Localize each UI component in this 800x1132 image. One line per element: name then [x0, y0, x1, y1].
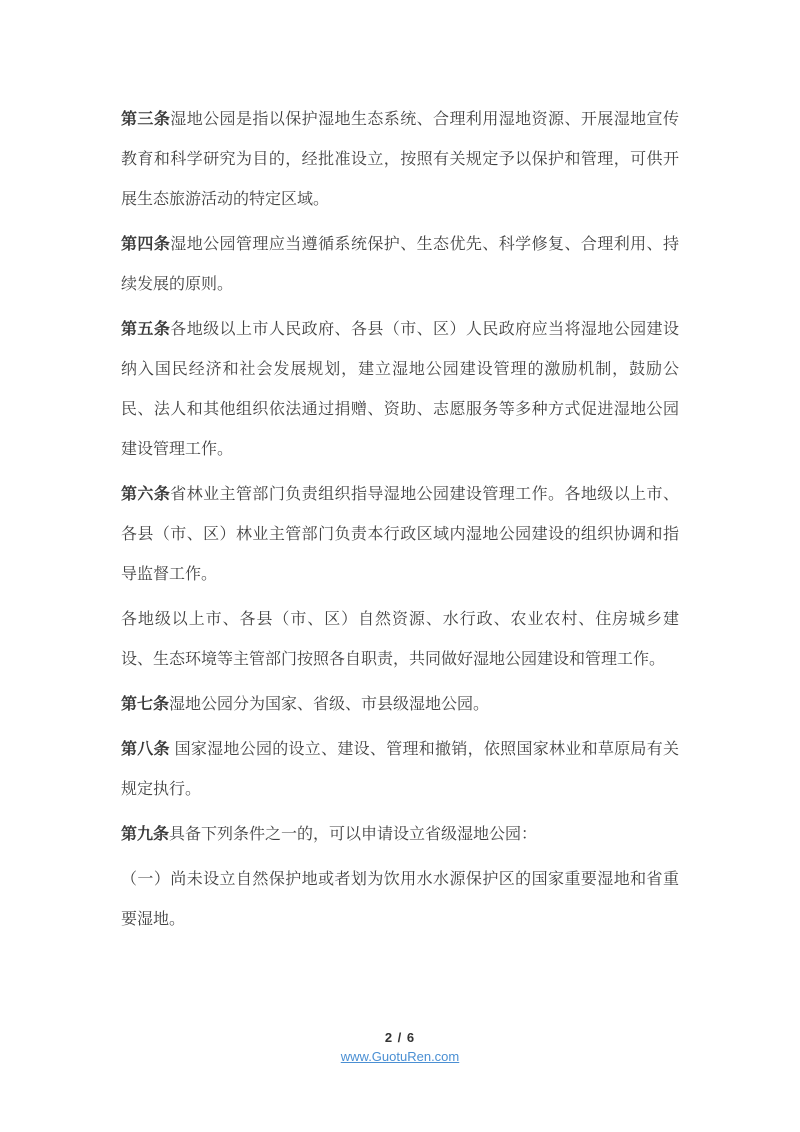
paragraph-article-9-item-1: [121, 860, 679, 940]
article-text: 湿地公园是指以保护湿地生态系统、合理利用湿地资源、开展湿地宣传教育和科学研究为目的，经批准设立，按照有关规定予以保护和管理，可供开展生态旅游活动的特定区域。: [121, 111, 679, 208]
article-text: 湿地公园管理应当遵循系统保护、生态优先、科学修复、合理利用、持续发展的原则。: [121, 236, 679, 293]
site-link[interactable]: www.GuotuRen.com: [340, 1049, 460, 1064]
article-text: 各地级以上市、各县（市、区）自然资源、水行政、农业农村、住房城乡建设、生态环境等主管部门按照各自职责，共同做好湿地公园建设和管理工作。: [121, 611, 679, 668]
article-text: 具备下列条件之一的，可以申请设立省级湿地公园：: [169, 826, 538, 843]
page-footer: [0, 1031, 800, 1065]
article-number-label: 第四条: [121, 236, 171, 253]
article-text: 省林业主管部门负责组织指导湿地公园建设管理工作。各地级以上市、各县（市、区）林业主管部门负责本行政区域内湿地公园建设的组织协调和指导监督工作。: [121, 486, 679, 583]
paragraph-article-3: [121, 100, 679, 220]
article-text: 国家湿地公园的设立、建设、管理和撤销，依照国家林业和草原局有关规定执行。: [121, 741, 679, 798]
article-number-label: 第九条: [121, 826, 170, 843]
paragraph-article-5: [121, 310, 679, 470]
paragraph-article-6-continued: [121, 600, 679, 680]
paragraph-article-6: [121, 475, 679, 595]
paragraph-article-8: [121, 730, 679, 810]
document-body: [121, 100, 679, 945]
paragraph-article-9: [121, 815, 679, 855]
article-number-label: 第七条: [121, 696, 170, 713]
article-number-label: 第五条: [121, 321, 171, 338]
paragraph-article-4: [121, 225, 679, 305]
article-text: （一）尚未设立自然保护地或者划为饮用水水源保护区的国家重要湿地和省重要湿地。: [121, 871, 679, 928]
paragraph-article-7: [121, 685, 679, 725]
article-number-label: 第三条: [121, 111, 171, 128]
article-text: 各地级以上市人民政府、各县（市、区）人民政府应当将湿地公园建设纳入国民经济和社会发展规划，建立湿地公园建设管理的激励机制，鼓励公民、法人和其他组织依法通过捐赠、资助、志愿服务等多种方式促进湿地公园建设管理工作。: [121, 321, 679, 458]
article-text: 湿地公园分为国家、省级、市县级湿地公园。: [169, 696, 490, 713]
article-number-label: 第六条: [121, 486, 171, 503]
page-number: 2 / 6: [384, 1030, 416, 1045]
article-number-label: 第八条: [121, 741, 170, 758]
